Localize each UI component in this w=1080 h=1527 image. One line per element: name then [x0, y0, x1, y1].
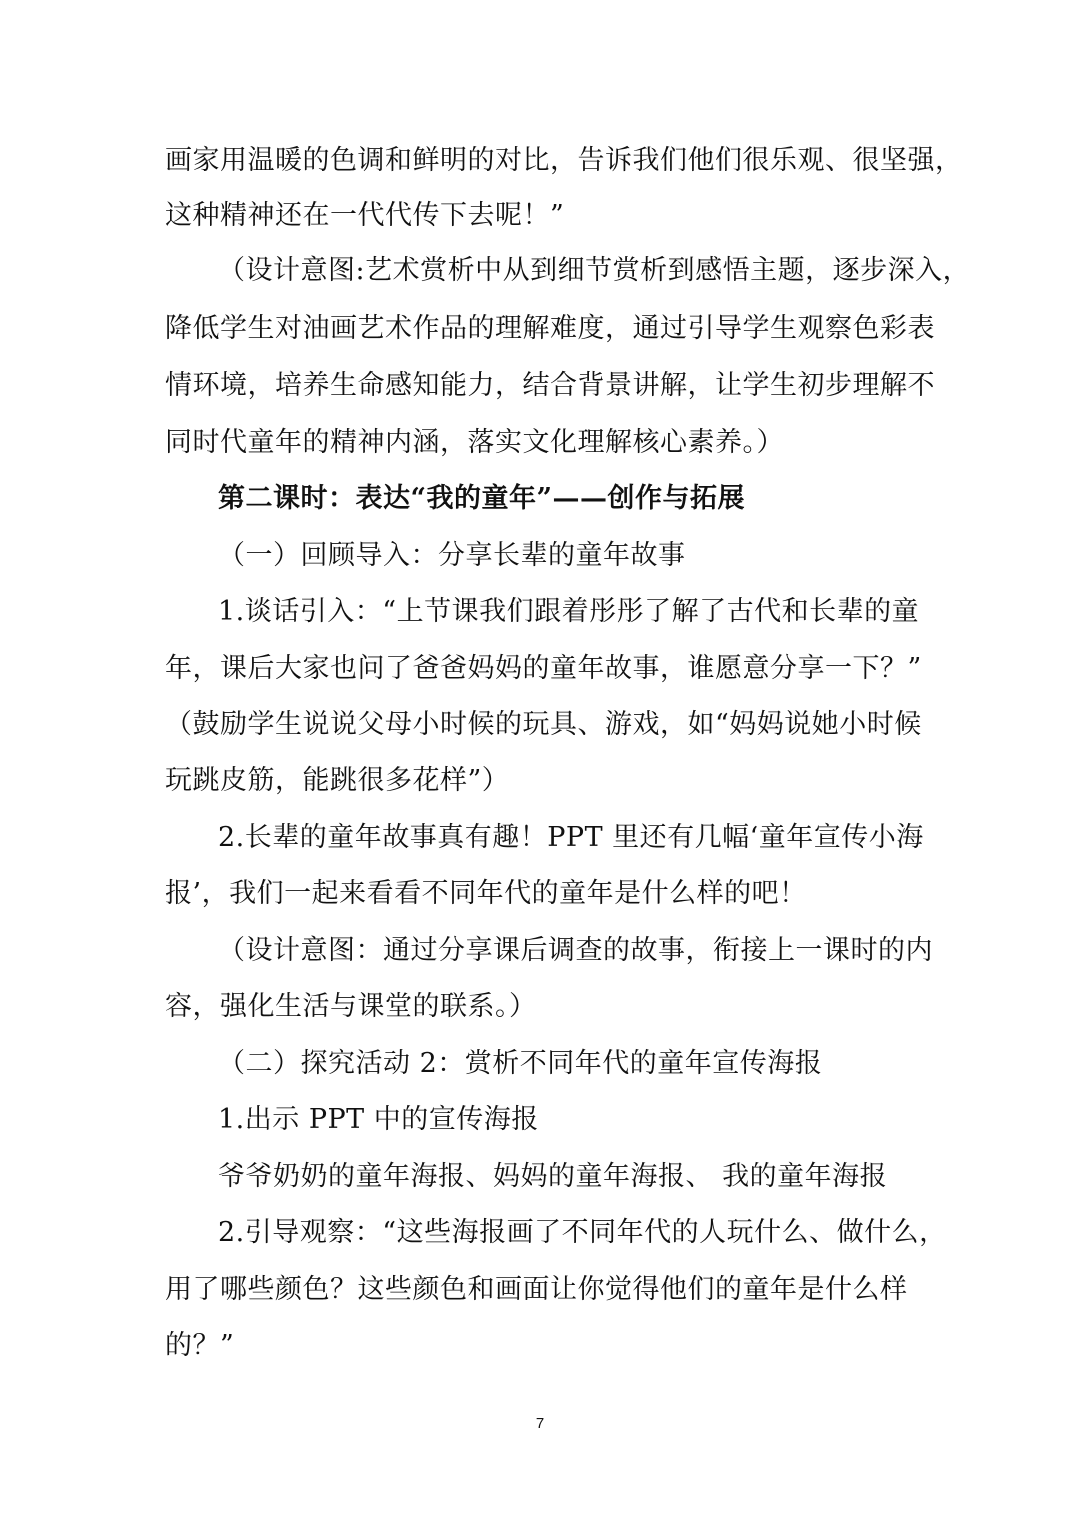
paragraph-line: 爷爷奶奶的童年海报、妈妈的童年海报、 我的童年海报	[218, 1161, 888, 1192]
paragraph-line: （鼓励学生说说父母小时候的玩具、游戏，如“妈妈说她小时候	[165, 709, 922, 740]
subsection-heading: （一）回顾导入：分享长辈的童年故事	[218, 540, 686, 571]
paragraph-line: 报’，我们一起来看看不同年代的童年是什么样的吧！	[165, 878, 807, 909]
paragraph-line: 2.长辈的童年故事真有趣！PPT 里还有几幅‘童年宣传小海	[218, 822, 924, 853]
design-intent-line: 同时代童年的精神内涵，落实文化理解核心素养。）	[165, 427, 784, 458]
design-intent-line: （设计意图:艺术赏析中从到细节赏析到感悟主题，逐步深入，	[218, 255, 971, 286]
paragraph-line: 1.谈话引入：“上节课我们跟着彤彤了解了古代和长辈的童	[218, 596, 920, 627]
design-intent-line: （设计意图：通过分享课后调查的故事，衔接上一课时的内	[218, 935, 933, 966]
paragraph-line: 年，课后大家也问了爸爸妈妈的童年故事，谁愿意分享一下？”	[165, 653, 922, 684]
paragraph-line: 玩跳皮筋，能跳很多花样”）	[165, 765, 510, 796]
paragraph-line: 2.引导观察：“这些海报画了不同年代的人玩什么、做什么，	[218, 1217, 947, 1248]
paragraph-line: 的？”	[165, 1330, 235, 1361]
paragraph-line: 用了哪些颜色？这些颜色和画面让你觉得他们的童年是什么样	[165, 1274, 908, 1305]
design-intent-line: 情环境，培养生命感知能力，结合背景讲解，让学生初步理解不	[165, 370, 935, 401]
page-number: 7	[535, 1415, 545, 1432]
paragraph-line: 1.出示 PPT 中的宣传海报	[218, 1104, 539, 1135]
paragraph-line: 画家用温暖的色调和鲜明的对比，告诉我们他们很乐观、很坚强，	[165, 145, 963, 176]
design-intent-line: 容，强化生活与课堂的联系。）	[165, 991, 537, 1022]
design-intent-line: 降低学生对油画艺术作品的理解难度，通过引导学生观察色彩表	[165, 313, 935, 344]
section-heading: 第二课时：表达“我的童年”——创作与拓展	[218, 483, 746, 514]
subsection-heading: （二）探究活动 2：赏析不同年代的童年宣传海报	[218, 1048, 823, 1079]
paragraph-line: 这种精神还在一代代传下去呢！”	[165, 200, 565, 231]
